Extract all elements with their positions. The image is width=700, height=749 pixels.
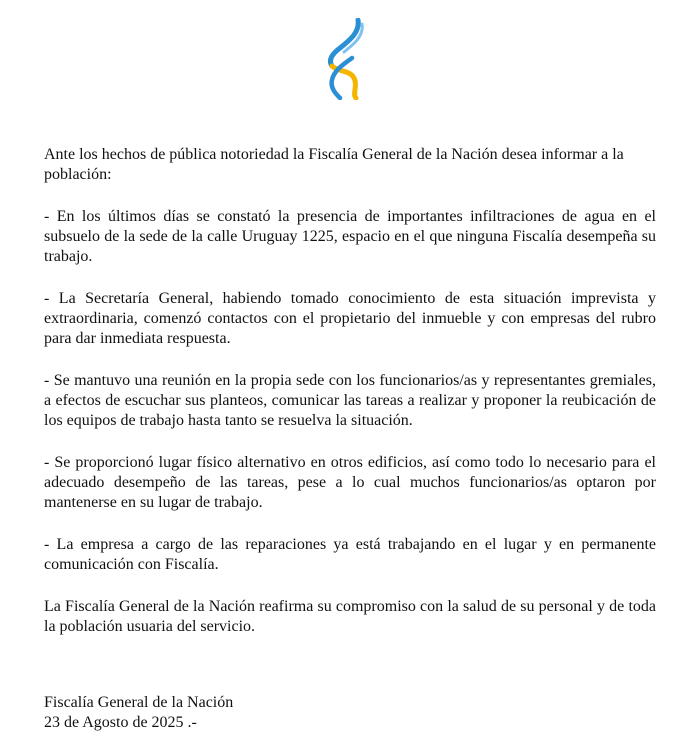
signature-block [44, 693, 444, 733]
statement-point: - La Secretaría General, habiendo tomado conocimiento de esta situación imprevista y extraordinaria, comenzó contactos con el propietario del inmueble y con empresas del rubro para dar inmediata respuesta. [44, 290, 656, 347]
signature-organization: Fiscalía General de la Nación [44, 694, 234, 711]
statement-point: - Se mantuvo una reunión en la propia sede con los funcionarios/as y representantes gremiales, a efectos de escuchar sus planteos, comunicar las tareas a realizar y proponer la reubicación de los equipos de trabajo hasta tanto se resuelva la situación. [44, 372, 656, 429]
statement-closing: La Fiscalía General de la Nación reafirma su compromiso con la salud de su personal y de toda la población usuaria del servicio. [44, 598, 656, 635]
statement-point: - En los últimos días se constató la presencia de importantes infiltraciones de agua en el subsuelo de la sede de la calle Uruguay 1225, espacio en el que ninguna Fiscalía desempeña su trabajo. [44, 208, 656, 265]
statement-point: - Se proporcionó lugar físico alternativo en otros edificios, así como todo lo necesario para el adecuado desempeño de las tareas, pese a lo cual muchos funcionarios/as optaron por mantenerse en su lugar de trabajo. [44, 454, 656, 511]
statement-body [44, 145, 656, 659]
statement-point: - La empresa a cargo de las reparaciones ya está trabajando en el lugar y en permanente comunicación con Fiscalía. [44, 536, 656, 573]
fiscalia-helix-logo-icon [322, 18, 368, 100]
signature-date: 23 de Agosto de 2025 .- [44, 714, 197, 731]
statement-intro: Ante los hechos de pública notoriedad la Fiscalía General de la Nación desea informar a la población: [44, 146, 624, 183]
